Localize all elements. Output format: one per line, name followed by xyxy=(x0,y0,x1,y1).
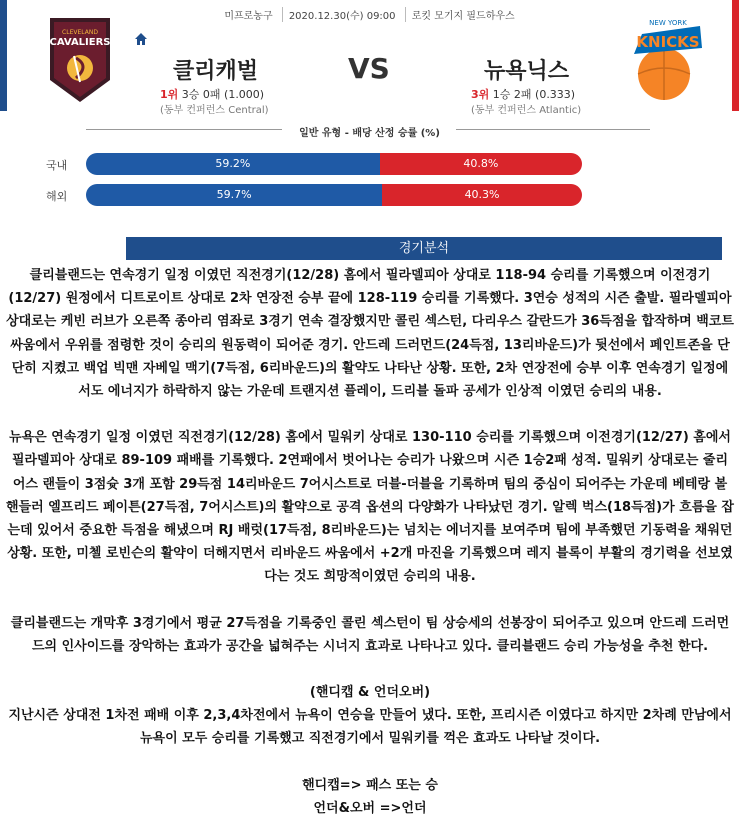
home-rank: 1위 xyxy=(160,88,179,101)
analysis-paragraph-away: 뉴욕은 연속경기 일정 이였던 직전경기(12/28) 홈에서 밀워키 상대로 130-110 승리를 기록했으며 이전경기(12/27) 홈에서 필라델피아 상대로 89-109 패배를 기록했다. 2연패에서 벗어나는 승리가 나왔으며 시즌 1승2패 성적. 밀워키 상대로는 줄리어스 랜들이 3점슛 3개 포함 29득점 14리바운드 7어시스트로 더블-더블을 기록하며 팀의 중심이 되어주는 가운데 베테랑 볼 핸들러 엘프리드 페이튼(27득점, 7어시스트)의 활약으로 공격 옵션의 다양화가 나타났던 경기. 알렉 벅스(18득점)가 흐름을 잡는데 있어서 중요한 득점을 해냈으며 RJ 배럿(17득점, 8리바운드)는 넘치는 에너지를 보여주며 팀에 부족했던 기동력을 채워던 상황. 또한, 미첼 로빈슨의 활약이 더해지면서 리바운드 싸움에서 +2개 마진을 기록했으며 레지 블록이 부활의 경기력을 선보였다는 것도 희망적이였던 승리의 내용. xyxy=(6,430,734,585)
handicap-text: 지난시즌 상대전 1차전 패배 이후 2,3,4차전에서 뉴욕이 연승을 만들어 냈다. 또한, 프리시즌 이였다고 하지만 2차례 만남에서 뉴욕이 모두 승리를 기록했고 직전경기에서 밀워키를 꺽은 효과도 나타날 것이다. xyxy=(8,708,732,747)
analysis-section-title: 경기분석 xyxy=(126,237,722,260)
svg-text:NEW YORK: NEW YORK xyxy=(649,19,687,27)
handicap-title: (핸디캡 & 언더오버) xyxy=(309,685,431,701)
away-conference: (동부 컨퍼런스 Atlantic) xyxy=(471,105,582,116)
pick-underover: 언더&오버 =>언더 xyxy=(313,800,427,816)
ratio-home-bar: 59.7% xyxy=(86,184,382,206)
away-record-text: 1승 2패 (0.333) xyxy=(492,88,576,101)
home-conference: (동부 컨퍼런스 Central) xyxy=(160,105,269,116)
venue-label: 로킷 모기지 필드하우스 xyxy=(405,7,521,22)
ratio-bar-domestic xyxy=(86,153,582,175)
svg-text:CLEVELAND: CLEVELAND xyxy=(62,29,98,36)
away-team-name: 뉴욕닉스 xyxy=(484,59,570,84)
pick-handicap: 핸디캡=> 패스 또는 승 xyxy=(302,777,438,793)
ratio-title: 일반 유형 - 배당 산정 승률 (%) xyxy=(299,128,440,139)
svg-text:CAVALIERS: CAVALIERS xyxy=(49,37,111,48)
match-datetime: 2020.12.30(수) 09:00 xyxy=(282,7,402,22)
knicks-logo xyxy=(612,12,706,104)
home-record-text: 3승 0패 (1.000) xyxy=(181,88,265,101)
ratio-away-bar: 40.8% xyxy=(380,153,582,175)
away-rank: 3위 xyxy=(471,88,490,101)
home-icon xyxy=(134,32,148,46)
home-team-name: 클리캐벌 xyxy=(173,59,259,84)
analysis-paragraph-home: 클리블랜드는 연속경기 일정 이였던 직전경기(12/28) 홈에서 필라델피아 상대로 118-94 승리를 기록했으며 이전경기(12/27) 원정에서 디트로이트 상대로 2차 연장전 승부 끝에 128-119 승리를 기록했다. 3연승 성적의 시즌 출발. 필라델피아 상대로는 케빈 러브가 오른쪽 종아리 염좌로 3경기 연속 결장했지만 콜린 섹스턴, 다리우스 갈란드가 36득점을 합작하며 백코트 싸움에서 우위를 점령한 것이 승리의 원동력이 되어준 경기. 안드레 드러먼드(24득점, 13리바운드)가 뒷선에서 페인트존을 단단히 지켰고 백업 빅맨 자베일 맥기(7득점, 6리바운드)의 활약도 나타난 상황. 또한, 2차 연장전에 승부 이후 연속경기 일정에서도 에너지가 하락하지 않는 가운데 트랜지션 플레이, 드리블 돌파 공세가 인상적 이였던 승리의 내용. xyxy=(6,268,734,400)
league-label: 미프로농구 xyxy=(224,11,273,22)
analysis-body xyxy=(6,264,734,820)
home-record xyxy=(160,86,264,102)
ratio-bar-overseas xyxy=(86,184,582,206)
cavaliers-logo xyxy=(46,16,114,104)
away-record xyxy=(471,86,575,102)
divider-right xyxy=(456,129,650,130)
divider-left xyxy=(86,129,282,130)
ratio-home-bar: 59.2% xyxy=(86,153,380,175)
ratio-label-domestic: 국내 xyxy=(46,159,68,172)
ratio-away-bar: 40.3% xyxy=(382,184,582,206)
ratio-label-overseas: 해외 xyxy=(46,190,68,203)
analysis-paragraph-pick: 클리블랜드는 개막후 3경기에서 평균 27득점을 기록중인 콜린 섹스턴이 팀 상승세의 선봉장이 되어주고 있으며 안드레 드러먼드의 인사이드를 장악하는 효과가 공간을 넓혀주는 시너지 효과로 나타나고 있다. 클리블랜드 승리 가능성을 추천 한다. xyxy=(10,615,730,654)
vs-label: VS xyxy=(348,52,390,85)
svg-text:KNICKS: KNICKS xyxy=(636,33,700,51)
